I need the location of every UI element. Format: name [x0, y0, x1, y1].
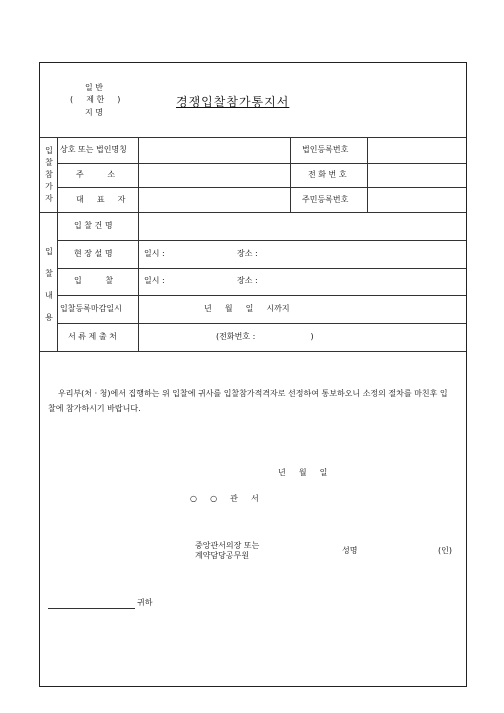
phone-label: 전 화 번 호: [308, 170, 347, 179]
divider-bid-section: [40, 351, 466, 352]
registration-deadline-value: 년 월 일 시까지: [204, 304, 290, 313]
classification-line-2: ( 제 한 ): [70, 95, 121, 104]
document-title: 경쟁입찰참가통지서: [176, 95, 290, 109]
company-name-label: 상호 또는 법인명칭: [60, 145, 127, 154]
seal-mark: (인): [438, 546, 452, 555]
divider-row-6: [57, 295, 466, 296]
bidder-mid-line: [290, 137, 291, 212]
classification-line-1: 일 반: [85, 83, 103, 92]
divider-bidder-section: [40, 212, 466, 213]
recipient-honorific: 귀하: [137, 598, 153, 607]
issue-date: 년 월 일: [278, 468, 328, 477]
site-briefing-place: 장소 :: [237, 249, 258, 258]
classification-line-3: 지 명: [85, 108, 103, 117]
divider-row-5: [57, 268, 466, 269]
section-label-column-line: [57, 137, 58, 351]
resident-reg-no-label: 주민등록번호: [302, 195, 349, 204]
issuing-agency: ○ ○ 관 서: [190, 494, 259, 503]
bidder-section-label: 입 찰 참 가 자: [45, 146, 53, 203]
official-title-line-2: 계약담당공무원: [195, 551, 250, 560]
divider-row-2: [57, 187, 466, 188]
divider-header: [40, 137, 466, 138]
representative-label: 대 표 자: [76, 195, 126, 204]
document-submission-label: 서 류 제 출 처: [68, 332, 117, 341]
official-title-line-1: 중앙관서의장 또는: [195, 541, 260, 550]
recipient-line: [48, 608, 135, 609]
site-briefing-datetime: 일시 :: [144, 249, 165, 258]
bidding-datetime: 일시 :: [144, 276, 165, 285]
notice-form: [39, 62, 467, 687]
registration-deadline-label: 입찰등록마감일시: [60, 304, 122, 313]
bidding-place: 장소 :: [237, 276, 258, 285]
label-column-line: [138, 137, 139, 351]
official-name-label: 성명: [342, 546, 358, 555]
address-label: 주 소: [76, 170, 116, 179]
bid-section-label: 입 찰 내 용: [45, 247, 53, 322]
notice-body-text: 우리부(처 · 청)에서 집행하는 위 입찰에 귀사를 입찰참가적격자로 선정하여 통보하오니 소정의 절차를 마친후 입찰에 참가하시기 바랍니다.: [48, 389, 448, 413]
divider-row-1: [57, 163, 466, 164]
site-briefing-label: 현 장 설 명: [74, 249, 113, 258]
divider-row-7: [57, 323, 466, 324]
divider-row-4: [57, 240, 466, 241]
corp-reg-no-label: 법인등록번호: [302, 145, 349, 154]
bid-case-label: 입 찰 건 명: [74, 221, 113, 230]
bidder-right-line: [367, 137, 368, 212]
document-submission-phone: (전화번호 : ): [216, 332, 314, 341]
bidding-label: 입 찰: [74, 276, 114, 285]
